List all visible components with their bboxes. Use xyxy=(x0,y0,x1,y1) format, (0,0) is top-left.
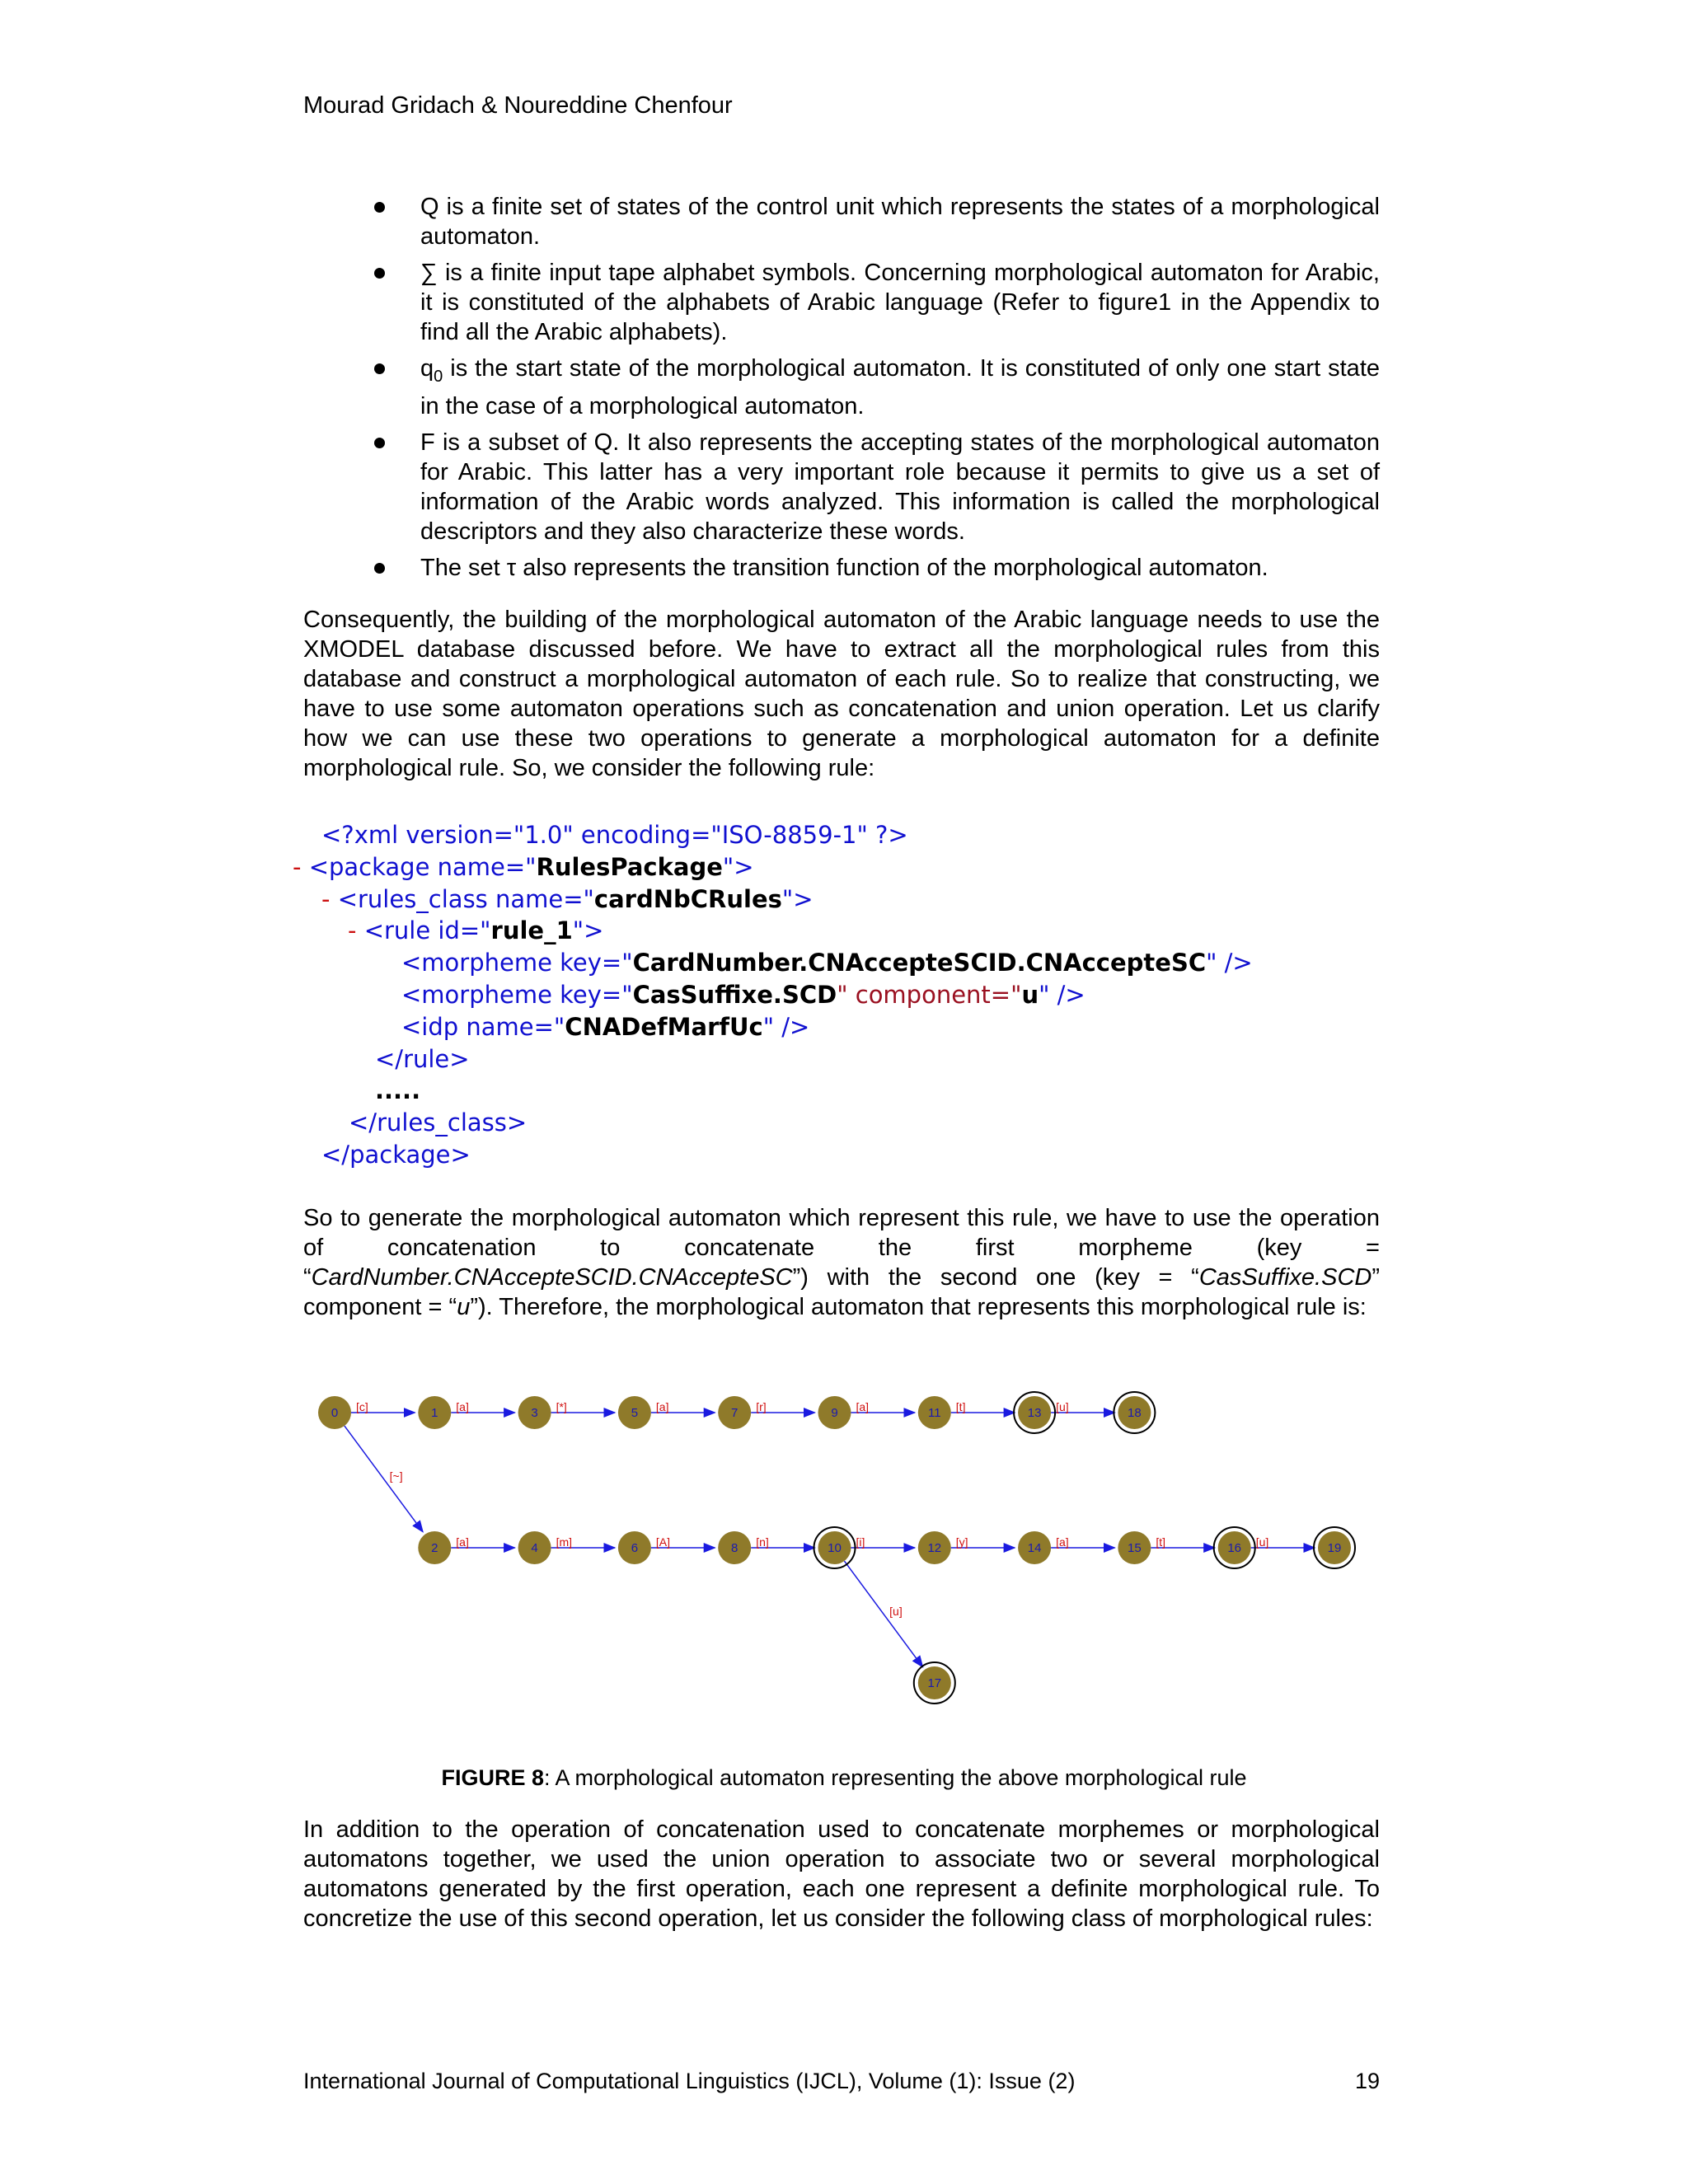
xml-tag: " /> xyxy=(1206,949,1253,977)
state-label: 19 xyxy=(1327,1541,1342,1555)
state-label: 7 xyxy=(731,1406,738,1420)
xml-tag: </package> xyxy=(321,1140,471,1169)
xml-line xyxy=(321,883,1253,916)
collapse-toggle[interactable]: - xyxy=(321,884,331,913)
state-label: 2 xyxy=(431,1541,438,1555)
definition-list xyxy=(303,192,1380,589)
transition-label: [~] xyxy=(389,1469,403,1483)
collapse-toggle[interactable]: - xyxy=(293,852,302,881)
state-label: 17 xyxy=(927,1676,942,1690)
xml-line xyxy=(375,1075,1253,1107)
list-item xyxy=(303,258,1380,347)
text-run: So to generate the morphological automaton which represent this rule, we have to use the operation of concatenation to concatenate the first morpheme (key = “ xyxy=(303,1205,1380,1291)
transition-edge xyxy=(345,1426,423,1532)
state-label: 8 xyxy=(731,1541,738,1555)
state-label: 5 xyxy=(631,1406,639,1420)
xml-tag: " /> xyxy=(1039,980,1085,1009)
bullet-icon xyxy=(374,268,385,279)
xml-value: rule_1 xyxy=(490,916,573,945)
state-label: 13 xyxy=(1027,1406,1042,1420)
paragraph-3: In addition to the operation of concatenation used to concatenate morphemes or morphological automatons together, we used the union operation to associate two or several morphological automatons generated by the first operation, each one represent a definite morphological rule. To concretize the use of this second operation, let us consider the following class of morphological rules: xyxy=(303,1816,1380,1932)
list-item-text: Q is a finite set of states of the control unit which represents the states of a morphological automaton. xyxy=(420,194,1380,250)
text-run: ” component = “ xyxy=(303,1264,1380,1320)
list-item xyxy=(303,192,1380,251)
state-label: 4 xyxy=(531,1541,538,1555)
italic-run: CardNumber.CNAccepteSCID.CNAccepteSC xyxy=(311,1264,793,1291)
xml-tag: " /> xyxy=(762,1012,810,1041)
xml-line xyxy=(401,979,1253,1011)
figure-caption xyxy=(0,1764,1688,1792)
xml-tag: </rules_class> xyxy=(349,1108,528,1137)
list-item-text: is the start state of the morphological automaton. It is constituted of only one start state in the case of a morphological automaton. xyxy=(420,355,1380,419)
xml-tag: <morpheme key=" xyxy=(401,949,633,977)
xml-line xyxy=(349,1107,1253,1139)
list-item-text: The set τ also represents the transition function of the morphological automaton. xyxy=(420,554,1268,581)
caption-text: : A morphological automaton representing the above morphological rule xyxy=(544,1765,1247,1790)
xml-tag: "> xyxy=(781,884,814,913)
list-item-text: F is a subset of Q. It also represents the accepting states of the morphological automaton for Arabic. This latter has a very important role because it permits to give us a set of information of the Arabic words analyzed. This information is called the morphological descriptors and they also characterize these words. xyxy=(420,429,1380,545)
xml-line xyxy=(321,819,1253,851)
italic-run: CasSuffixe.SCD xyxy=(1198,1264,1372,1291)
xml-line xyxy=(401,1011,1253,1043)
running-footer xyxy=(303,2067,1380,2095)
transition-label: [n] xyxy=(756,1535,769,1549)
list-item-text: ∑ is a finite input tape alphabet symbols. Concerning morphological automaton for Arabic, it is constituted of the alphabets of Arabic language (Refer to figure1 in the Appendix to find all the Arabic alphabets). xyxy=(420,260,1380,345)
xml-declaration: <?xml version="1.0" encoding="ISO-8859-1" ?> xyxy=(321,821,908,849)
caption-label: FIGURE 8 xyxy=(441,1765,544,1790)
transition-label: [m] xyxy=(556,1535,573,1549)
transition-label: [a] xyxy=(655,1400,669,1413)
ellipsis: ..... xyxy=(375,1076,421,1105)
state-label: 6 xyxy=(631,1541,639,1555)
xml-value: CNADefMarfUc xyxy=(565,1012,763,1041)
xml-attribute: " component=" xyxy=(837,980,1022,1009)
transition-label: [A] xyxy=(655,1535,671,1549)
text-run: ”). Therefore, the morphological automaton that represents this morphological rule is: xyxy=(470,1294,1367,1320)
xml-line xyxy=(348,915,1253,947)
xml-tag: "> xyxy=(722,852,754,881)
bullet-icon xyxy=(374,563,385,574)
xml-tag: "> xyxy=(572,916,604,945)
transition-label: [a] xyxy=(1056,1535,1069,1549)
xml-value: RulesPackage xyxy=(536,852,723,881)
state-label: 14 xyxy=(1027,1541,1042,1555)
transition-label: [a] xyxy=(456,1400,469,1413)
transition-label: [a] xyxy=(856,1400,870,1413)
xml-tag: <idp name=" xyxy=(401,1012,565,1041)
paragraph-2 xyxy=(303,1203,1380,1322)
transition-label: [*] xyxy=(556,1400,567,1413)
transition-label: [u] xyxy=(1056,1400,1069,1413)
xml-line xyxy=(321,1139,1253,1171)
transition-label: [t] xyxy=(1156,1535,1166,1549)
state-label: 16 xyxy=(1227,1541,1242,1555)
symbol: q xyxy=(420,355,434,382)
state-label: 3 xyxy=(531,1406,538,1420)
transition-label: [r] xyxy=(756,1400,767,1413)
symbol-subscript: 0 xyxy=(434,367,443,386)
transition-label: [a] xyxy=(456,1535,469,1549)
transition-label: [i] xyxy=(856,1535,865,1549)
xml-tag: <package name=" xyxy=(308,852,537,881)
xml-code-block xyxy=(293,819,1253,1171)
list-item xyxy=(303,354,1380,421)
bullet-icon xyxy=(374,438,385,448)
text-run: ”) with the second one (key = “ xyxy=(792,1264,1199,1291)
collapse-toggle[interactable]: - xyxy=(348,916,357,945)
automaton-figure xyxy=(305,1385,1376,1731)
page-number: 19 xyxy=(1354,2069,1380,2093)
xml-value: u xyxy=(1021,980,1039,1009)
transition-label: [u] xyxy=(889,1605,903,1618)
xml-line xyxy=(293,851,1253,883)
transition-edge xyxy=(844,1561,922,1667)
transition-label: [u] xyxy=(1255,1535,1269,1549)
italic-run: u xyxy=(457,1294,471,1320)
state-label: 1 xyxy=(431,1406,438,1420)
state-label: 12 xyxy=(927,1541,942,1555)
running-header: Mourad Gridach & Noureddine Chenfour xyxy=(303,92,733,119)
state-label: 18 xyxy=(1128,1406,1142,1420)
journal-name: International Journal of Computational Linguistics (IJCL), Volume (1): Issue (2) xyxy=(303,2069,1076,2093)
xml-tag: <rule id=" xyxy=(363,916,491,945)
bullet-icon xyxy=(374,202,385,213)
paragraph-1: Consequently, the building of the morphological automaton of the Arabic language needs to use the XMODEL database discussed before. We have to extract all the morphological rules from this database and construct a morphological automaton of each rule. So to realize that constructing, we have to use some automaton operations such as concatenation and union operation. Let us clarify how we can use these two operations to generate a morphological automaton for a definite morphological rule. So, we consider the following rule: xyxy=(303,607,1380,781)
xml-value: CardNumber.CNAccepteSCID.CNAccepteSC xyxy=(632,949,1207,977)
list-item xyxy=(303,553,1380,583)
transition-label: [c] xyxy=(356,1400,368,1413)
xml-value: CasSuffixe.SCD xyxy=(632,980,837,1009)
state-label: 11 xyxy=(928,1406,941,1420)
state-label: 9 xyxy=(831,1406,838,1420)
xml-line xyxy=(375,1043,1253,1076)
transition-label: [y] xyxy=(955,1535,968,1549)
transition-label: [t] xyxy=(955,1400,966,1413)
state-label: 15 xyxy=(1128,1541,1142,1555)
xml-value: cardNbCRules xyxy=(593,884,782,913)
bullet-icon xyxy=(374,363,385,374)
state-label: 10 xyxy=(828,1541,842,1555)
xml-tag: <rules_class name=" xyxy=(337,884,594,913)
list-item xyxy=(303,428,1380,546)
xml-tag: <morpheme key=" xyxy=(401,980,633,1009)
xml-line xyxy=(401,947,1253,979)
xml-tag: </rule> xyxy=(375,1044,470,1073)
state-label: 0 xyxy=(331,1406,339,1420)
